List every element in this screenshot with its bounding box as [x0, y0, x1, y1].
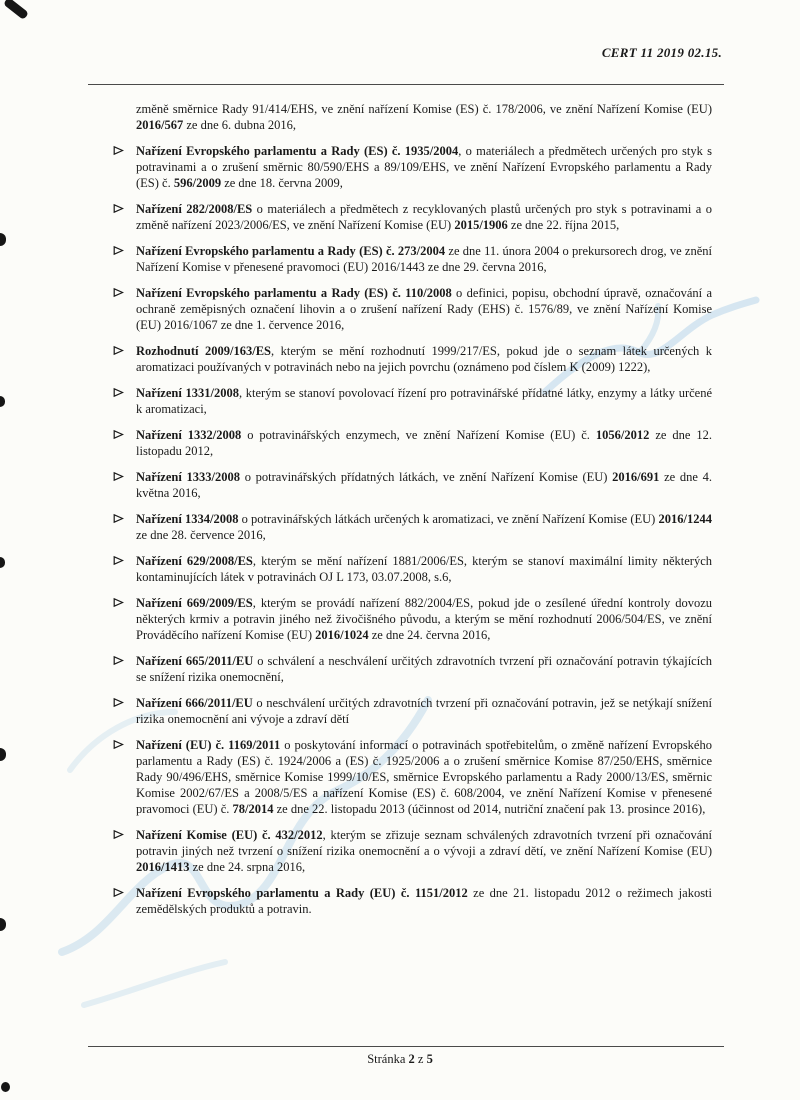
text-segment: z [414, 1052, 427, 1066]
bold-text-segment: 78/2014 [232, 802, 274, 816]
arrowhead-bullet-icon [113, 287, 124, 298]
regulation-text [136, 738, 712, 816]
bold-text-segment: Nařízení 665/2011/EU [136, 654, 254, 668]
bold-text-segment: 2016/1024 [315, 628, 369, 642]
arrowhead-bullet-icon [113, 429, 124, 440]
arrowhead-bullet-icon [113, 829, 124, 840]
text-segment: ze dne 21. listopadu 2012 o režimech jakosti zemědělských produktů a potravin. [136, 886, 713, 916]
text-segment: Stránka [367, 1052, 409, 1066]
arrowhead-bullet-icon [113, 345, 124, 356]
arrowhead-bullet-icon [113, 513, 124, 524]
bold-text-segment: Nařízení 282/2008/ES [136, 202, 253, 216]
scan-mark-edge [0, 918, 6, 931]
intro-paragraph [136, 101, 712, 133]
document-body [136, 101, 712, 927]
text-segment: o definici, popisu, obchodní úpravě, označování a ochraně zeměpisných označení lihovin a o zrušení nařízení Rady (EHS) č. 1576/89, ve znění Nařízení Komise (EU) 2016/1067 ze dne 1. července 2016, [136, 286, 712, 332]
bold-text-segment: 2 [408, 1052, 415, 1066]
text-segment: , kterým se zřizuje seznam schválených zdravotních tvrzení při označování potravin jiných než tvrzení o snížení rizika onemocnění a o vývoji a zdraví dětí, ve znění Nařízení Komise (EU) [136, 828, 712, 858]
text-segment: ze dne 22. října 2015, [507, 218, 620, 232]
text-segment: ze dne 24. června 2016, [368, 628, 491, 642]
scan-mark-edge [0, 396, 5, 407]
regulation-list-item [136, 343, 712, 375]
regulation-list-item [136, 885, 712, 917]
scan-mark-corner [3, 0, 29, 20]
regulation-list-item [136, 385, 712, 417]
scan-mark-edge [0, 233, 6, 246]
regulation-list-item [136, 243, 712, 275]
bold-text-segment: 2016/567 [136, 118, 184, 132]
regulation-list-item [136, 427, 712, 459]
bold-text-segment: Rozhodnutí 2009/163/ES [136, 344, 271, 358]
regulation-list-item [136, 143, 712, 191]
regulation-text [136, 654, 712, 684]
regulation-list-item [136, 469, 712, 501]
text-segment: ze dne 28. července 2016, [136, 528, 266, 542]
text-segment: , kterým se stanoví povolovací řízení pro potravinářské přídatné látky, enzymy a látky určené k aromatizaci, [136, 386, 713, 416]
arrowhead-bullet-icon [113, 555, 124, 566]
bold-text-segment: Nařízení Evropského parlamentu a Rady (ES) č. 1935/2004 [136, 144, 459, 158]
text-segment: o potravinářských látkách určených k aromatizaci, ve znění Nařízení Komise (EU) [238, 512, 659, 526]
regulation-list-item [136, 201, 712, 233]
text-segment: ze dne 6. dubna 2016, [183, 118, 297, 132]
bold-text-segment: Nařízení 1333/2008 [136, 470, 240, 484]
text-segment: ze dne 18. června 2009, [221, 176, 343, 190]
regulation-text [136, 386, 712, 416]
header-divider [88, 84, 724, 85]
regulation-text [136, 144, 712, 190]
bold-text-segment: Nařízení Evropského parlamentu a Rady (EU) č. 1151/2012 [136, 886, 468, 900]
bold-text-segment: 5 [426, 1052, 433, 1066]
bold-text-segment: 2016/1244 [658, 512, 712, 526]
regulation-text [136, 344, 712, 374]
text-segment: o poskytování informací o potravinách spotřebitelům, o změně nařízení Evropského parlamentu a Rady (ES) č. 1924/2006 a (ES) č. 1925/2006 a o zrušení směrnice Komise 87/250/EHS, směrnice Rady 90/496/EHS, směrnice Komise 1999/10/ES, směrnice Evropského parlamentu a Rady 2000/13/ES, směrnic Komise 2002/67/ES a 2008/5/ES a nařízení Komise (ES) č. 608/2004, ve znění Nařízení Komise v přenesené pravomoci (EU) č. [136, 738, 712, 816]
bold-text-segment: Nařízení Evropského parlamentu a Rady (ES) č. 273/2004 [136, 244, 446, 258]
bold-text-segment: 1056/2012 [595, 428, 650, 442]
regulation-list-item [136, 695, 712, 727]
regulation-text [136, 286, 712, 332]
arrowhead-bullet-icon [113, 471, 124, 482]
regulation-list-item [136, 653, 712, 685]
text-segment: ze dne 12. listopadu 2012, [136, 428, 713, 458]
text-segment: o materiálech a předmětech z recyklovaných plastů určených pro styk s potravinami a o změně nařízení 2023/2006/ES, ve znění Nařízení Komise (EU) [136, 202, 712, 232]
text-segment: , kterým se mění nařízení 1881/2006/ES, kterým se stanoví maximální limity některých kontaminujících látek v potravinách OJ L 173, 03.07.2008, s.6, [136, 554, 712, 584]
text-segment: o schválení a neschválení určitých zdravotních tvrzení při označování potravin týkajících se snížení rizika onemocnění, [136, 654, 712, 684]
arrowhead-bullet-icon [113, 655, 124, 666]
regulation-list-item [136, 511, 712, 543]
regulation-text [136, 202, 712, 232]
regulation-text [136, 554, 712, 584]
page-number [0, 1052, 800, 1067]
bold-text-segment: Nařízení 666/2011/EU [136, 696, 253, 710]
bold-text-segment: 2015/1906 [454, 218, 508, 232]
regulation-text [136, 428, 712, 458]
regulation-list-item [136, 737, 712, 817]
bold-text-segment: Nařízení 1331/2008 [136, 386, 239, 400]
arrowhead-bullet-icon [113, 697, 124, 708]
bold-text-segment: Nařízení Komise (EU) č. 432/2012 [136, 828, 323, 842]
document-code: CERT 11 2019 02.15. [601, 45, 722, 60]
bold-text-segment: Nařízení 1332/2008 [136, 428, 242, 442]
scan-mark-edge [0, 748, 6, 761]
text-segment: , kterým se mění rozhodnutí 1999/217/ES, pokud jde o seznam látek určených k aromatizaci používaných v potravinách nebo na jejich povrchu (oznámeno pod číslem K (2009) 1222), [136, 344, 712, 374]
regulation-text [136, 696, 712, 726]
text-segment: o potravinářských přídatných látkách, ve znění Nařízení Komise (EU) [240, 470, 613, 484]
scan-mark-edge [0, 557, 5, 568]
text-segment: změně směrnice Rady 91/414/EHS, ve znění nařízení Komise (ES) č. 178/2006, ve znění Nařízení Komise (EU) [136, 102, 712, 116]
arrowhead-bullet-icon [113, 739, 124, 750]
bold-text-segment: Nařízení 629/2008/ES [136, 554, 253, 568]
arrowhead-bullet-icon [113, 387, 124, 398]
bold-text-segment: Nařízení (EU) č. 1169/2011 [136, 738, 281, 752]
arrowhead-bullet-icon [113, 597, 124, 608]
regulation-list-item [136, 827, 712, 875]
bold-text-segment: 596/2009 [173, 176, 222, 190]
scan-mark-edge [1, 1082, 10, 1092]
arrowhead-bullet-icon [113, 145, 124, 156]
regulation-list-item [136, 553, 712, 585]
text-segment: o potravinářských enzymech, ve znění Nařízení Komise (EU) č. [241, 428, 596, 442]
regulation-list-item [136, 595, 712, 643]
bold-text-segment: Nařízení Evropského parlamentu a Rady (ES) č. 110/2008 [136, 286, 452, 300]
bold-text-segment: Nařízení 1334/2008 [136, 512, 239, 526]
bold-text-segment: 2016/1413 [136, 860, 190, 874]
text-segment: ze dne 22. listopadu 2013 (účinnost od 2014, nutriční značení pak 13. prosince 2016), [273, 802, 706, 816]
regulation-text [136, 512, 712, 542]
footer-divider [88, 1046, 724, 1047]
text-segment: o neschválení určitých zdravotních tvrzení při označování potravin, jež se netýkají snížení rizika onemocnění ani vývoje a zdraví dětí [136, 696, 712, 726]
text-segment: ze dne 4. května 2016, [136, 470, 712, 500]
regulation-text [136, 244, 712, 274]
regulation-list-item [136, 285, 712, 333]
regulation-list [136, 143, 712, 917]
regulation-text [136, 886, 712, 916]
text-segment: , o materiálech a předmětech určených pro styk s potravinami a o zrušení směrnic 80/590/EHS a 89/109/EHS, ve znění Nařízení Evropského parlamentu a Rady (ES) č. [136, 144, 712, 190]
bold-text-segment: 2016/691 [612, 470, 660, 484]
arrowhead-bullet-icon [113, 245, 124, 256]
arrowhead-bullet-icon [113, 887, 124, 898]
arrowhead-bullet-icon [113, 203, 124, 214]
bold-text-segment: Nařízení 669/2009/ES [136, 596, 253, 610]
text-segment: ze dne 11. února 2004 o prekursorech drog, ve znění Nařízení Komise v přenesené pravomoci (EU) 2016/1443 ze dne 29. června 2016, [136, 244, 712, 274]
text-segment: , kterým se provádí nařízení 882/2004/ES, pokud jde o zesílené úřední kontroly dovozu některých krmiv a potravin jiného než živočišného původu, a kterým se mění rozhodnutí 2006/504/ES, ve znění Prováděcího nařízení Komise (EU) [136, 596, 712, 642]
regulation-text [136, 828, 712, 874]
text-segment: ze dne 24. srpna 2016, [189, 860, 306, 874]
regulation-text [136, 470, 712, 500]
regulation-text [136, 596, 712, 642]
